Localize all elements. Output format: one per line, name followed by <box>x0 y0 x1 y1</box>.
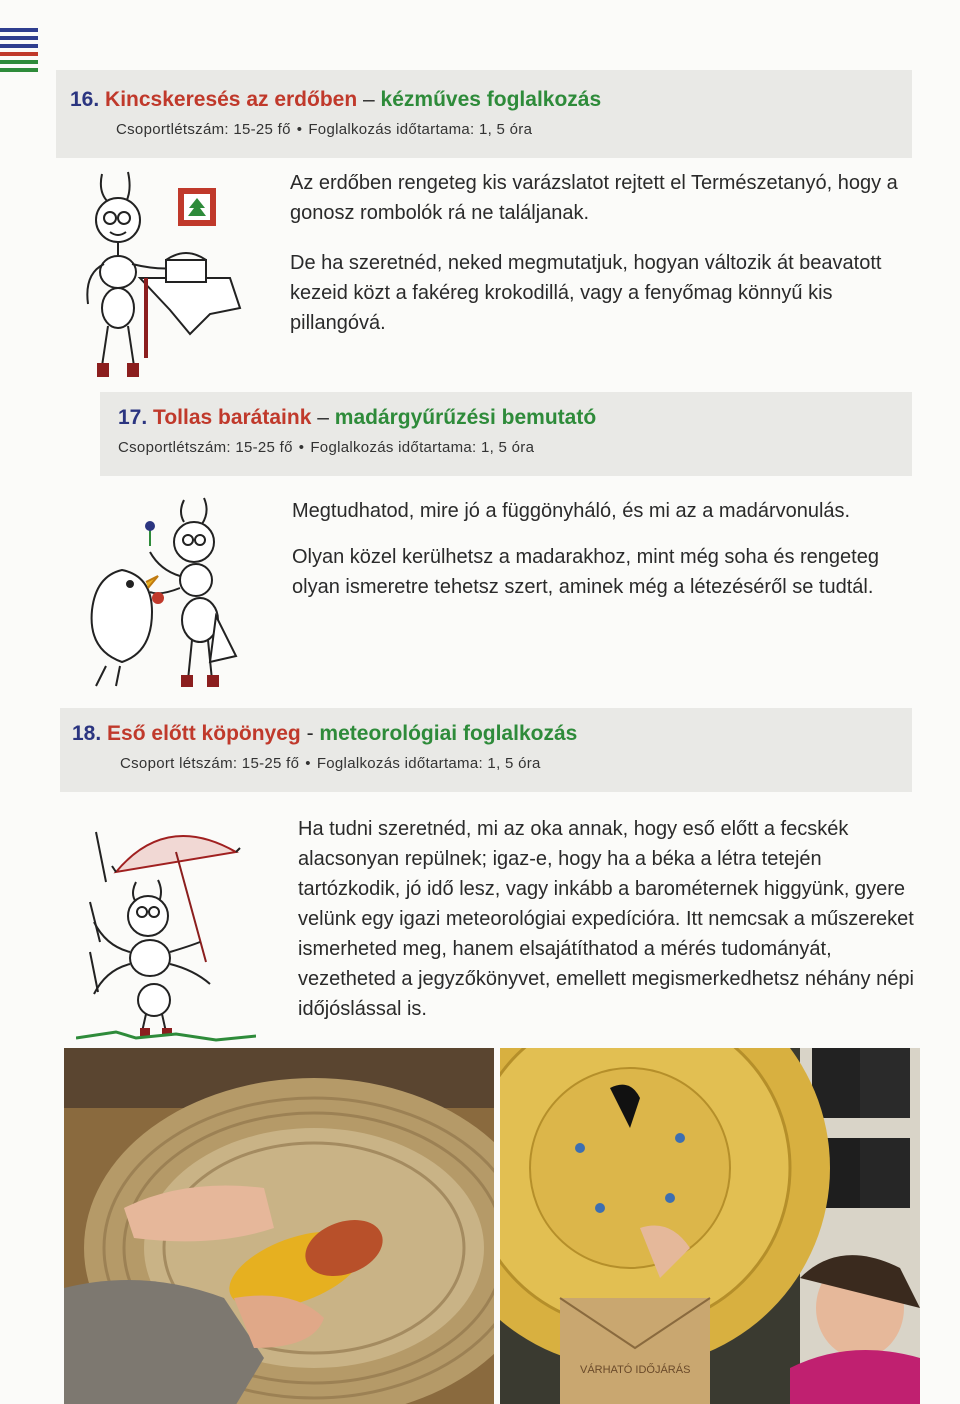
section-16-meta <box>116 121 532 138</box>
ant-with-bird-illustration <box>76 496 246 696</box>
section-18-header-band <box>60 708 912 792</box>
section-17-title <box>118 406 596 430</box>
section-17-paragraph-1: Megtudhatod, mire jó a függönyháló, és mi az a madárvonulás. <box>292 500 851 522</box>
duration: Foglalkozás időtartama: 1, 5 óra <box>316 755 541 772</box>
photo-weather-board <box>500 1048 920 1404</box>
envelope-text: VÁRHATÓ IDŐJÁRÁS <box>580 1364 691 1376</box>
title-dash: – <box>317 406 329 429</box>
section-16-paragraph-2: De ha szeretnéd, neked megmutatjuk, hogyan változik át beavatott kezeid közt a fakéreg krokodillá, vagy a fenyőmag könnyű kis pillangóvá. <box>290 252 882 334</box>
section-title-sub: meteorológiai foglalkozás <box>319 722 578 745</box>
section-number: 16. <box>70 88 100 111</box>
section-title-sub: madárgyűrűzési bemutató <box>334 406 597 429</box>
meta-bullet: • <box>305 755 311 772</box>
section-16-paragraph-1: Az erdőben rengeteg kis varázslatot rejtett el Természetanyó, hogy a gonosz rombolók rá ne találjanak. <box>290 172 898 224</box>
photo-corn-basket <box>64 1048 494 1404</box>
section-16-header-band <box>56 70 912 158</box>
edge-color-strip <box>0 28 38 76</box>
ant-treasure-chest-illustration <box>70 168 250 388</box>
section-title-main: Kincskeresés az erdőben <box>105 88 358 111</box>
group-size: Csoport létszám: 15-25 fő <box>120 755 300 772</box>
section-17-paragraph-2: Olyan közel kerülhetsz a madarakhoz, mint még soha és rengeteg olyan ismeretre tehetsz szert, aminek még a létezéséről se tudtál. <box>292 546 879 598</box>
section-title-main: Tollas barátaink <box>153 406 312 429</box>
section-18-title <box>72 722 577 746</box>
section-16-title <box>70 88 601 112</box>
title-dash: – <box>363 88 375 111</box>
title-dash: - <box>306 722 314 745</box>
section-17-meta <box>118 439 534 456</box>
group-size: Csoportlétszám: 15-25 fő <box>116 121 291 138</box>
section-title-sub: kézműves foglalkozás <box>380 88 602 111</box>
section-number: 18. <box>72 722 102 745</box>
section-18-paragraph: Ha tudni szeretnéd, mi az oka annak, hogy eső előtt a fecskék alacsonyan repülnek; igaz-e, hogy ha a béka a létra tetején tartózkodik, jó idő lesz, vagy inkább a barométernek higgyünk, gyere velünk egy igazi meteorológiai expedícióra. Itt nemcsak a műszereket ismerheted meg, hanem elsajátíthatod a mérés tudományát, vezetheted a jegyzőkönyvet, emellett megismerkedhetsz néhány népi időjóslással is. <box>298 818 914 1020</box>
duration: Foglalkozás időtartama: 1, 5 óra <box>310 439 535 456</box>
meta-bullet: • <box>296 121 303 138</box>
section-18-meta <box>120 755 541 772</box>
section-title-main: Eső előtt köpönyeg <box>107 722 301 745</box>
meta-bullet: • <box>298 439 305 456</box>
ant-with-umbrella-illustration <box>76 812 256 1042</box>
group-size: Csoportlétszám: 15-25 fő <box>118 439 293 456</box>
duration: Foglalkozás időtartama: 1, 5 óra <box>308 121 533 138</box>
section-17-header-band <box>100 392 912 476</box>
section-number: 17. <box>118 406 148 429</box>
